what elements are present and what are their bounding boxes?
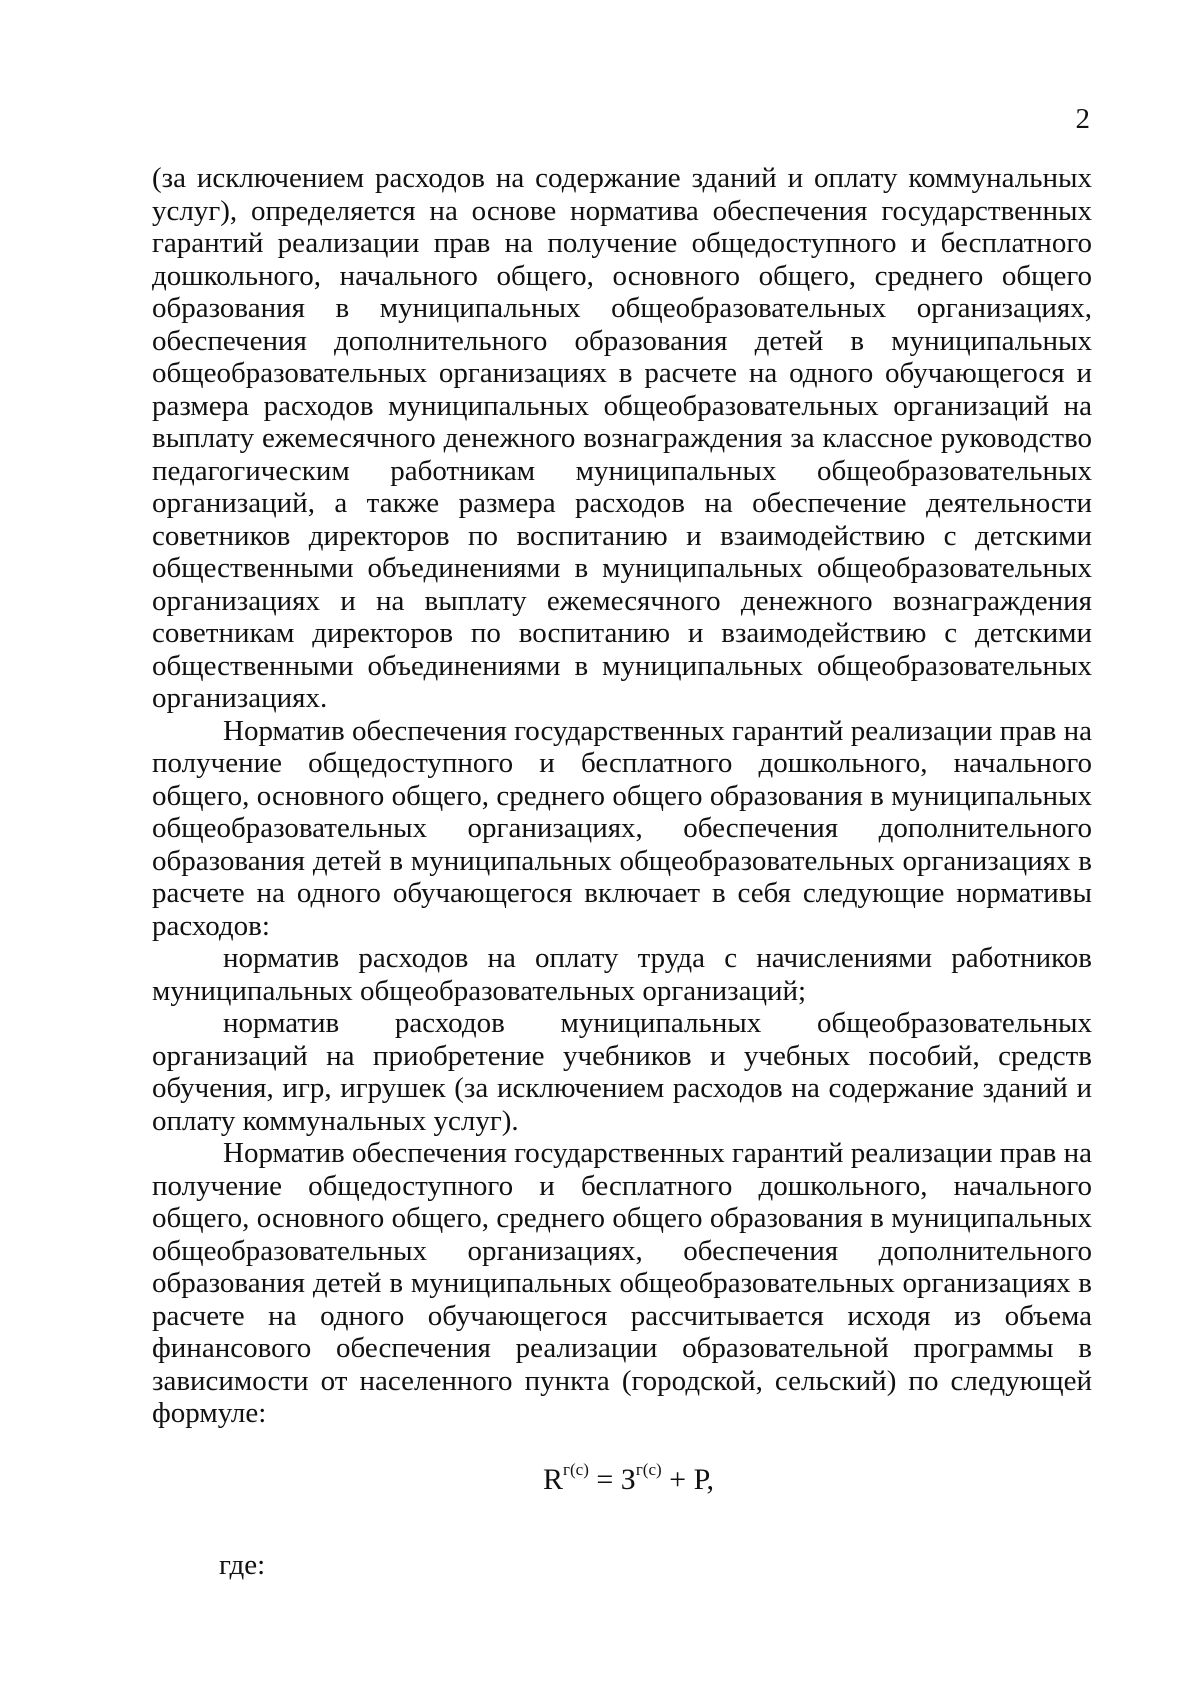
formula-lhs-superscript: г(с) bbox=[563, 1460, 589, 1479]
formula-lhs: R bbox=[543, 1463, 564, 1496]
formula-term1-superscript: г(с) bbox=[635, 1460, 662, 1479]
paragraph-4: норматив расходов муниципальных общеобразовательных организаций на приобретение учебников и учебных пособий, средств обучения, игр, игрушек (за исключением расходов на содержание зданий и оплату коммунальных услуг). bbox=[152, 1007, 1092, 1137]
paragraph-3: норматив расходов на оплату труда с начислениями работников муниципальных общеобразовательных организаций; bbox=[152, 942, 1092, 1007]
formula bbox=[543, 1455, 714, 1498]
paragraph-5: Норматив обеспечения государственных гарантий реализации прав на получение общедоступного и бесплатного дошкольного, начального общего, основного общего, среднего общего образования в муниципальных общеобразовательных организациях, обеспечения дополнительного образования детей в муниципальных общеобразовательных организациях в расчете на одного обучающегося рассчитывается исходя из объема финансового обеспечения реализации образовательной программы в зависимости от населенного пункта (городской, сельский) по следующей формуле: bbox=[152, 1137, 1092, 1429]
body-text bbox=[152, 162, 1092, 1430]
page-number: 2 bbox=[1075, 103, 1090, 135]
formula-equals: = bbox=[588, 1463, 621, 1496]
paragraph-1: (за исключением расходов на содержание зданий и оплату коммунальных услуг), определяется на основе норматива обеспечения государственных гарантий реализации прав на получение общедоступного и бесплатного дошкольного, начального общего, основного общего, среднего общего образования в муниципальных общеобразовательных организациях, обеспечения дополнительного образования детей в муниципальных общеобразовательных организациях в расчете на одного обучающегося и размера расходов муниципальных общеобразовательных организаций на выплату ежемесячного денежного вознаграждения за классное руководство педагогическим работникам муниципальных общеобразовательных организаций, а также размера расходов на обеспечение деятельности советников директоров по воспитанию и взаимодействию с детскими общественными объединениями в муниципальных общеобразовательных организациях и на выплату ежемесячного денежного вознаграждения советникам директоров по воспитанию и взаимодействию с детскими общественными объединениями в муниципальных общеобразовательных организациях. bbox=[152, 162, 1092, 714]
where-label: где: bbox=[219, 1549, 266, 1581]
formula-plus-term: + Р, bbox=[661, 1463, 715, 1496]
paragraph-2: Норматив обеспечения государственных гарантий реализации прав на получение общедоступного и бесплатного дошкольного, начального общего, основного общего, среднего общего образования в муниципальных общеобразовательных организациях, обеспечения дополнительного образования детей в муниципальных общеобразовательных организациях в расчете на одного обучающегося включает в себя следующие нормативы расходов: bbox=[152, 714, 1092, 942]
formula-term1: З bbox=[620, 1463, 636, 1496]
